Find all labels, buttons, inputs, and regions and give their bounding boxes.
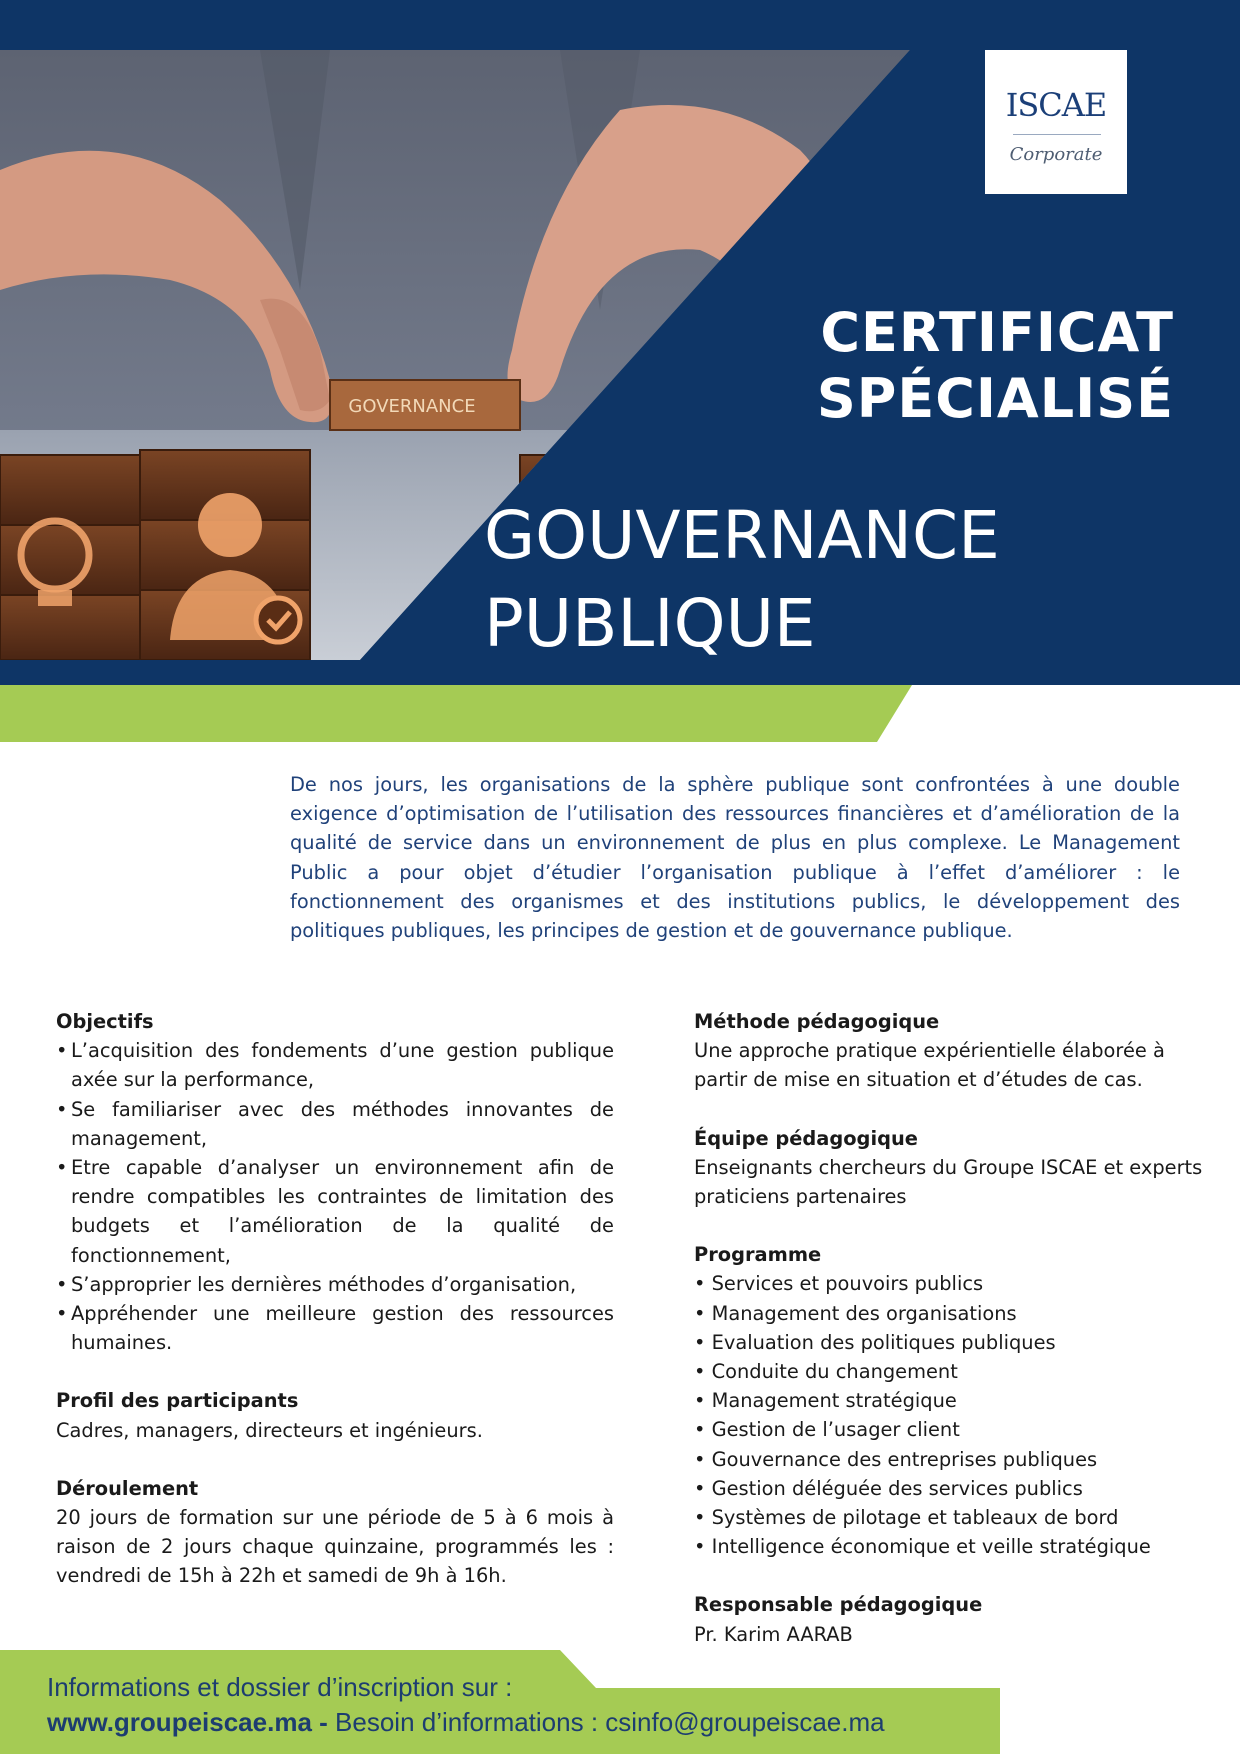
- list-item: • Conduite du changement: [694, 1360, 958, 1384]
- list-item: • S’approprier les dernières méthodes d’organisation,: [56, 1270, 614, 1299]
- footer-banner: [0, 1650, 1000, 1754]
- list-item: • Management des organisations: [694, 1301, 1017, 1325]
- list-item: • Services et pouvoirs publics: [694, 1272, 984, 1296]
- certificate-title-line2: SPÉCIALISÉ: [816, 367, 1174, 430]
- iscae-logo: [985, 50, 1127, 194]
- list-item: • Gestion déléguée des services publics: [694, 1476, 1083, 1500]
- schedule-text: 20 jours de formation sur une période de 5 à 6 mois à raison de 2 jours chaque quinzaine, programmés les : vendredi de 15h à 22h et samedi de 9h à 16h.: [56, 1506, 614, 1588]
- schedule-section: [56, 1474, 614, 1591]
- certificate-title: [817, 300, 1174, 432]
- lead-text: Pr. Karim AARAB: [694, 1622, 853, 1646]
- header-banner: [0, 0, 1240, 685]
- list-item: • Evaluation des politiques publiques: [694, 1330, 1056, 1354]
- list-item: • Gestion de l’usager client: [694, 1418, 960, 1442]
- objectives-heading: Objectifs: [56, 1010, 154, 1033]
- objectives-section: [56, 1007, 614, 1357]
- programme-list: [694, 1269, 1214, 1561]
- contact-email[interactable]: Besoin d’informations : csinfo@groupeiscae.ma: [335, 1707, 885, 1737]
- schedule-heading: Déroulement: [56, 1476, 199, 1500]
- logo-divider: [1013, 134, 1101, 135]
- footer-info-line: Informations et dossier d’inscription sur :: [47, 1672, 513, 1702]
- team-text: Enseignants chercheurs du Groupe ISCAE et experts praticiens partenaires: [694, 1155, 1203, 1209]
- profile-heading: Profil des participants: [56, 1389, 299, 1413]
- lead-heading: Responsable pédagogique: [694, 1593, 983, 1617]
- program-title-line1: GOUVERNANCE: [484, 497, 1000, 574]
- logo-subtitle: Corporate: [1009, 144, 1103, 165]
- program-title: [484, 492, 1000, 668]
- objectives-list: [56, 1036, 614, 1357]
- list-item: • Systèmes de pilotage et tableaux de bord: [694, 1506, 1119, 1530]
- method-text: Une approche pratique expérientielle élaborée à partir de mise en situation et d’études de cas.: [694, 1039, 1165, 1092]
- list-item: • Management stratégique: [694, 1389, 957, 1413]
- logo-name: ISCAE: [1005, 86, 1107, 124]
- team-heading: Équipe pédagogique: [694, 1126, 918, 1150]
- list-item: • L’acquisition des fondements d’une gestion publique axée sur la performance,: [56, 1036, 614, 1094]
- left-column: [56, 1007, 614, 1620]
- team-section: [694, 1124, 1214, 1212]
- footer-contact-line: [47, 1707, 885, 1738]
- method-heading: Méthode pédagogique: [694, 1010, 940, 1033]
- programme-section: [694, 1240, 1214, 1561]
- profile-text: Cadres, managers, directeurs et ingénieurs.: [56, 1418, 483, 1442]
- programme-heading: Programme: [694, 1243, 822, 1267]
- website-link[interactable]: www.groupeiscae.ma -: [47, 1707, 328, 1737]
- profile-section: [56, 1386, 614, 1444]
- list-item: • Appréhender une meilleure gestion des ressources humaines.: [56, 1299, 614, 1357]
- method-section: [694, 1007, 1214, 1095]
- photo-block-label: GOVERNANCE: [348, 396, 476, 417]
- list-item: • Etre capable d’analyser un environnement afin de rendre compatibles les contraintes de limitation des budgets et l’amélioration de la qualité de fonctionnement,: [56, 1153, 614, 1270]
- list-item: • Intelligence économique et veille stratégique: [694, 1535, 1151, 1559]
- program-title-line2: PUBLIQUE: [484, 585, 816, 662]
- certificate-title-line1: CERTIFICAT: [820, 301, 1174, 364]
- intro-paragraph: De nos jours, les organisations de la sphère publique sont confrontées à une double exigence d’optimisation de l’utilisation des ressources financières et d’amélioration de la qualité de service dans un environnement de plus en plus complexe. Le Management Public a pour objet d’étudier l’organisation publique à l’effet d’améliorer : le fonctionnement des organismes et des institutions publics, le développement des politiques publiques, les principes de gestion et de gouvernance publique.: [290, 773, 1180, 943]
- right-column: [694, 1007, 1214, 1678]
- list-item: • Se familiariser avec des méthodes innovantes de management,: [56, 1095, 614, 1153]
- list-item: • Gouvernance des entreprises publiques: [694, 1447, 1098, 1471]
- green-band: [0, 685, 1240, 742]
- lead-section: [694, 1590, 1214, 1648]
